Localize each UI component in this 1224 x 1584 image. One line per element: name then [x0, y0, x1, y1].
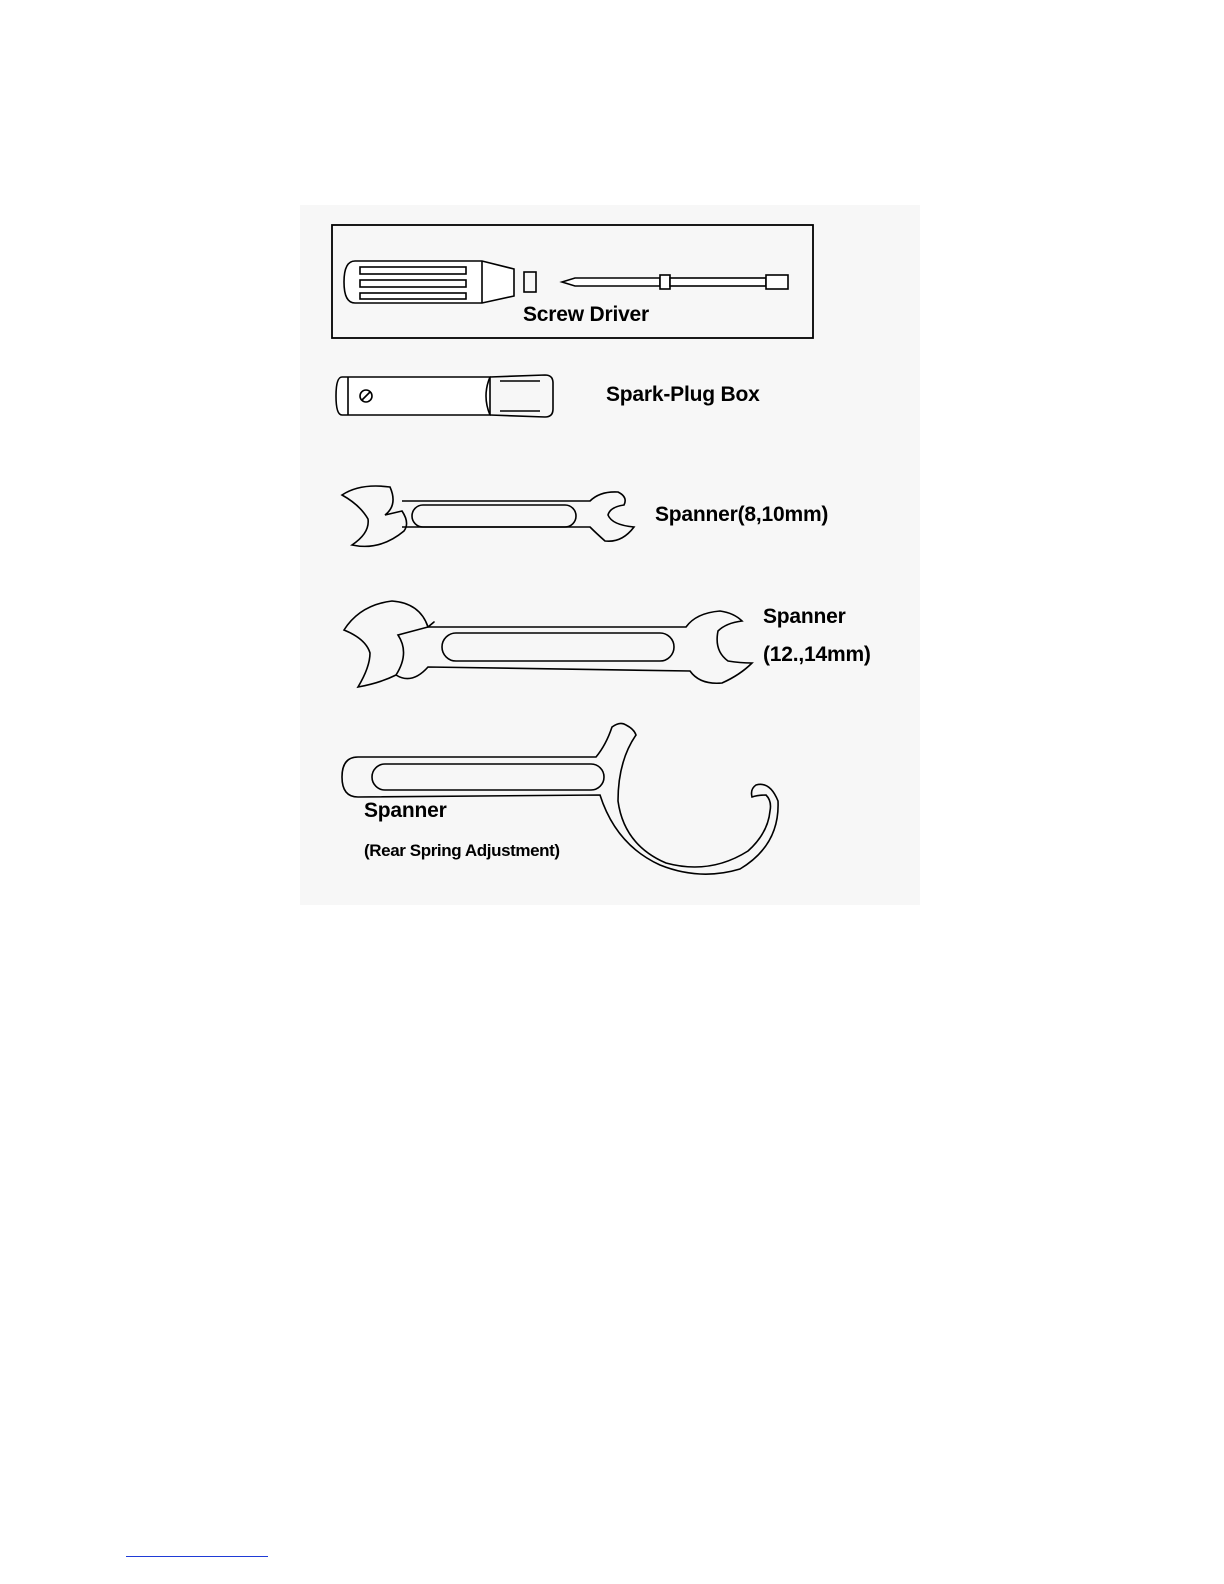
spanner-small-icon	[342, 486, 634, 546]
tool-kit-figure	[300, 205, 920, 905]
spanner-small-label: Spanner(8,10mm)	[655, 503, 829, 526]
screwdriver-label: Screw Driver	[523, 303, 650, 326]
screwdriver-handle-icon	[344, 261, 536, 303]
sparkplug-box-label: Spark-Plug Box	[606, 383, 760, 406]
footnote-separator	[126, 1556, 268, 1557]
screwdriver-shaft-icon	[562, 275, 788, 289]
spanner-large-name-label: Spanner	[763, 605, 846, 628]
spanner-large-size-label: (12.,14mm)	[763, 643, 871, 666]
spanner-large-icon	[344, 601, 752, 687]
spanner-rear-name-label: Spanner	[364, 799, 447, 822]
spanner-rear-note-label: (Rear Spring Adjustment)	[364, 841, 560, 860]
sparkplug-box-icon	[336, 375, 553, 417]
